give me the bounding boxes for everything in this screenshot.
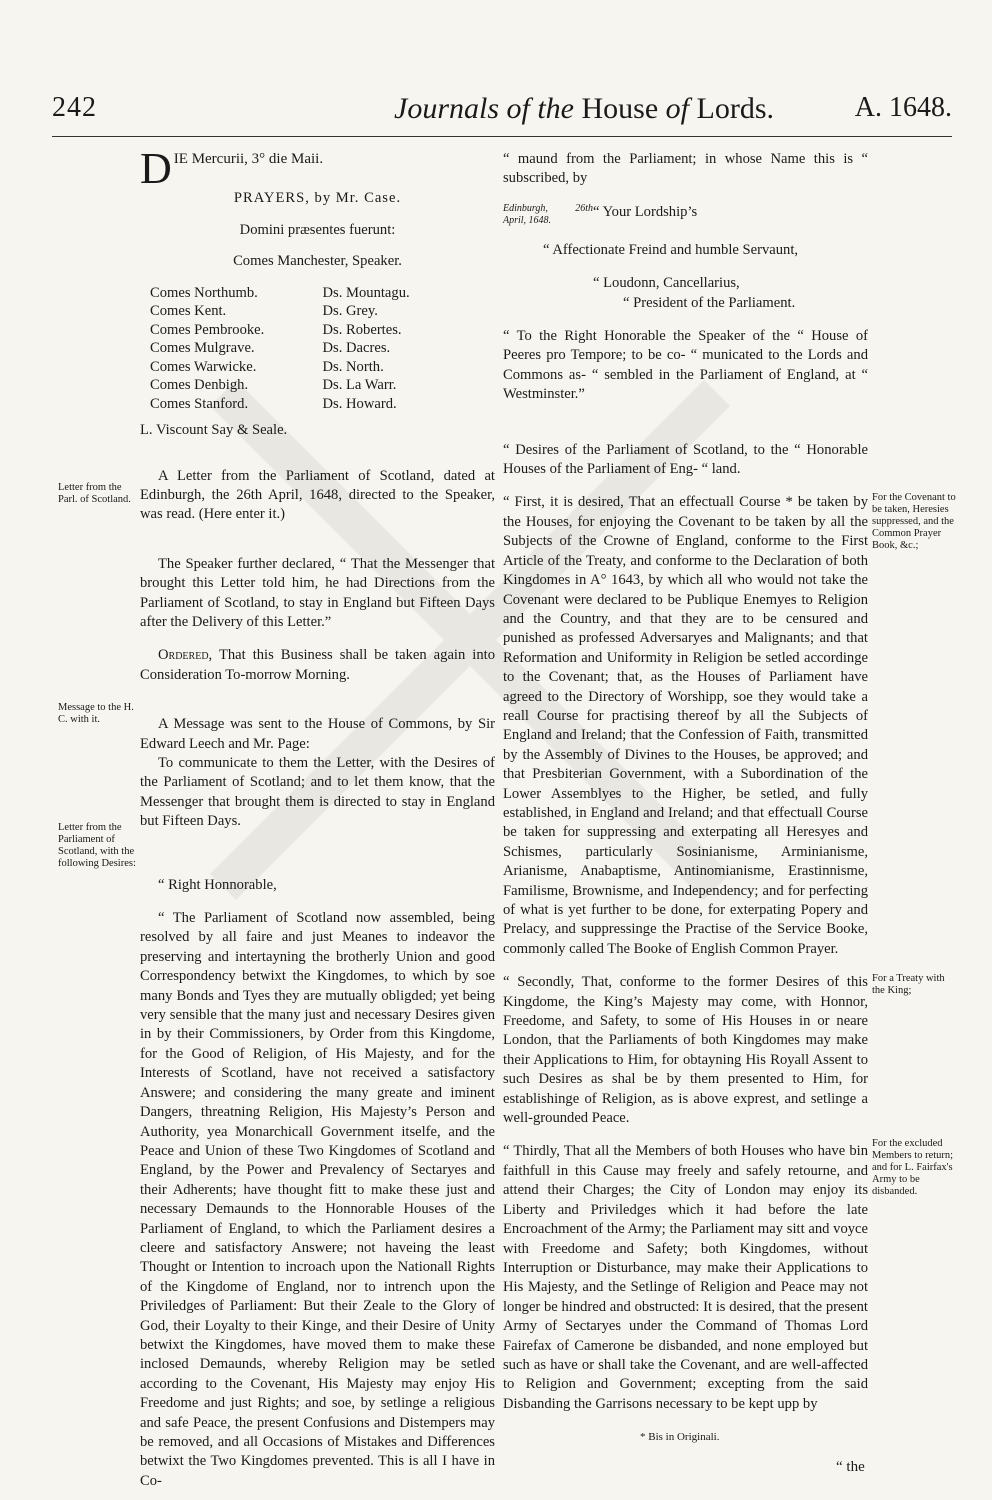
lord-entry: Comes Kent.: [150, 303, 227, 320]
margin-note-message: Message to the H. C. with it.: [58, 702, 134, 725]
letter-address: “ To the Right Honorable the Speaker of the “ House of Peeres pro Tempore; to be co- “ municated to the Lords and Commons as- “ sembled in the Parliament of England, at “ Westminster.”: [503, 328, 868, 403]
closing-line: “ Your Lordship’s: [593, 203, 698, 220]
lord-entry: Ds. North.: [322, 358, 384, 375]
place-date: Edinburgh, 26th April, 1648.: [503, 202, 593, 226]
desire-second: “ Secondly, That, conforme to the former Desires of this Kingdome, the King’s Majesty may come, with Honnor, Freedome, and Safety, to some of His Houses in or neare London, that the Parliaments of both Kingdomes may make their Applications to Him, for obtayning His Royall Assent to such Desires as shal be by them presented to Him, for establishinge of Religion, as is above exprest, and setlinge a well-grounded Peace.: [503, 974, 868, 1127]
lord-entry: Comes Pembrooke.: [150, 321, 265, 338]
letter-body: “ The Parliament of Scotland now assembled, being resolved by all faire and just Meanes to indeavor the preserving and intertayning the brotherly Union and good Correspondency betwixt the Kingdomes, to which by soe many Bonds and Tyes they are mutually obligded; yet being very sensible that the many just and necessary Desires given in by their Commissioners, by Order from this Kingdome, for the Good of Religion, of His Majesty, and for the Interests of Scotland, have not received a satisfactory Answere; and considering the many greate and iminent Dangers, threatning Religion, His Majesty’s Person and Authority, yea Monarchicall Government itselfe, and the Peace and Union of these Two Kingdomes of Scotland and England, by the Power and Prevalency of Sectaryes and their Adherents; have thought fitt to make these just and necessary Demaunds to the Honnorable Houses of the Parliament of England, to which the Parliament desires a cleere and satisfactory Answere; not haveing the least Thought or Intention to incroach upon the Nationall Rights of the Kingdome of England, nor to intrench upon the Priviledges of Parliament: But their Zeale to the Glory of God, their Loyalty to their Kinge, and their Desire of Unity betwixt the Kingdomes, have moved them to make these inclosed Demaunds, whereby Religion may be setled according to the Covenant, His Majesty may enjoy His Freedome and just Rights; and soe, by setlinge a religious and safe Peace, the present Confusions and Distempers may be removed, and all Occasions of Mistakes and Differences betwixt the Two Kingdomes prevented. This is all I have in Co-: [140, 910, 495, 1489]
ordered-paragraph: Ordered, That this Business shall be taken again into Consideration To-morrow Morning.: [140, 647, 495, 683]
speaker-line: Comes Manchester, Speaker.: [233, 253, 402, 270]
desires-title: “ Desires of the Parliament of Scotland, to the “ Honorable Houses of the Parliament of Eng- “ land.: [503, 441, 868, 478]
lords-col-barons: [323, 284, 496, 414]
lord-entry: Ds. Mountagu.: [322, 284, 410, 301]
message-paragraph: A Message was sent to the House of Commons, by Sir Edward Leech and Mr. Page:: [140, 716, 495, 752]
lord-entry: Comes Northumb.: [150, 284, 258, 301]
viscount-line: L. Viscount Say & Seale.: [140, 422, 288, 439]
signer-name: “ Loudonn, Cancellarius,: [593, 275, 740, 292]
lord-entry: Comes Denbigh.: [150, 377, 249, 394]
right-column: [503, 150, 868, 1414]
lords-list: [140, 284, 495, 414]
drop-cap: D: [140, 144, 172, 193]
catchword: “ the: [836, 1459, 865, 1475]
lord-entry: Ds. Howard.: [322, 395, 397, 412]
lord-entry: Ds. Grey.: [322, 303, 378, 320]
margin-note-treaty: For a Treaty with the King;: [872, 973, 945, 996]
letter-read-paragraph: A Letter from the Parliament of Scotland, dated at Edinburgh, the 26th April, 1648, directed to the Speaker, was read. (Here enter it.): [140, 467, 495, 523]
dateline: DIE Mercurii, 3° die Maii.: [140, 144, 324, 193]
margin-note-letter: Letter from the Parl. of Scotland.: [58, 482, 131, 505]
margin-note-desires: Letter from the Parliament of Scotland, with the following Desires:: [58, 822, 136, 869]
running-title: Journals of the House of Lords.: [394, 92, 774, 125]
desire-first: “ First, it is desired, That an effectuall Course * be taken by the Houses, for enjoying the Covenant to be taken by all the Subjects of the Crowne of England, conforme to the First Article of the Treaty, and conforme to the Declaration of both Kingdomes in A° 1643, by which all who would not take the Covenant were declared to be Publique Enemyes to Religion and the Country, and that they are to be censured and punished as professed Adversaryes and Malignants; and that Reformation and Uniformity in Religion be setled accordinge to the Covenant; that, as the Houses of Parliament have agreed to the Directory of Worshipp, soe they would take a reall Course for practising thereof by all the Subjects of England and Ireland; that the Confession of Faith, transmitted by the Assembly of Divines to the Houses, be approved; and that Presbiterian Government, with a Subordination of the Lower Assemblyes to the Higher, be setled, and fully established, in England and Ireland; and that effectuall Course be taken for suppressing and exterpating all Heresyes and Schismes, particularly Sosinianisme, Arminianisme, Arianisme, Anabaptisme, Antinomianisme, Erastinnisme, Familisme, Brownisme, and Independency; and for perfecting of what is yet further to be done, for exterpating Popery and Prelacy, and suppressinge the Practise of the Service Booke, commonly called The Booke of English Common Prayer.: [503, 494, 868, 957]
left-column: [140, 144, 495, 1491]
page-number: 242: [52, 92, 97, 123]
lord-entry: Ds. Robertes.: [322, 321, 402, 338]
lord-entry: Comes Mulgrave.: [150, 340, 255, 357]
lord-entry: Comes Stanford.: [150, 395, 249, 412]
lords-col-earls: [150, 284, 323, 414]
desire-third: “ Thirdly, That all the Members of both Houses who have bin faithfull in this Cause may freely and safely retourne, and attend their Charges; the City of London may enjoy its Liberty and Priviledges which it had before the late Encroachment of the Army; the Parliament may sitt and voyce with Freedome and Safety; both Kingdomes, without Interruption or Disturbance, may make their Applications to His Majesty, and the Setlinge of Religion and Peace may not longer be hindred and obstructed: It is desired, that the present Army of Sectaryes under the Command of Thomas Lord Fairefax of Camerone be disbanded, and none employed but such as have or shall take the Covenant, and are well-affected to Religion and Government; excepting from the said Disbanding the Garrisons necessary to be kept upp by: [503, 1143, 868, 1412]
speaker-declared-paragraph: The Speaker further declared, “ That the Messenger that brought this Letter told him, he had Directions from the Parliament of Scotland, to stay in England but Fifteen Days after the Delivery of this Letter.”: [140, 555, 495, 630]
lord-entry: Comes Warwicke.: [150, 358, 257, 375]
present-heading: Domini præsentes fuerunt:: [239, 221, 396, 238]
letter-continuation: “ maund from the Parliament; in whose Name this is “ subscribed, by: [503, 151, 868, 187]
margin-note-members: For the excluded Members to return; and for L. Fairfax's Army to be disbanded.: [872, 1138, 954, 1197]
affection-line: “ Affectionate Freind and humble Servaunt,: [543, 241, 799, 258]
lord-entry: Ds. Dacres.: [322, 340, 391, 357]
closing-block: [503, 203, 868, 227]
communicate-paragraph: To communicate to them the Letter, with the Desires of the Parliament of Scotland; and to let them know, that the Messenger that brought them is directed to stay in England but Fifteen Days.: [140, 755, 495, 830]
footnote: * Bis in Originali.: [640, 1431, 720, 1443]
signer-title: “ President of the Parliament.: [623, 294, 796, 311]
header-rule: [52, 136, 952, 137]
margin-note-covenant: For the Covenant to be taken, Heresies suppressed, and the Common Prayer Book, &c.;: [872, 492, 956, 551]
letter-salutation: “ Right Honnorable,: [158, 876, 277, 893]
year-reference: A. 1648.: [854, 92, 952, 123]
prayers-line: PRAYERS, by Mr. Case.: [233, 190, 402, 207]
lord-entry: Ds. La Warr.: [322, 377, 397, 394]
page-header: [52, 92, 952, 132]
